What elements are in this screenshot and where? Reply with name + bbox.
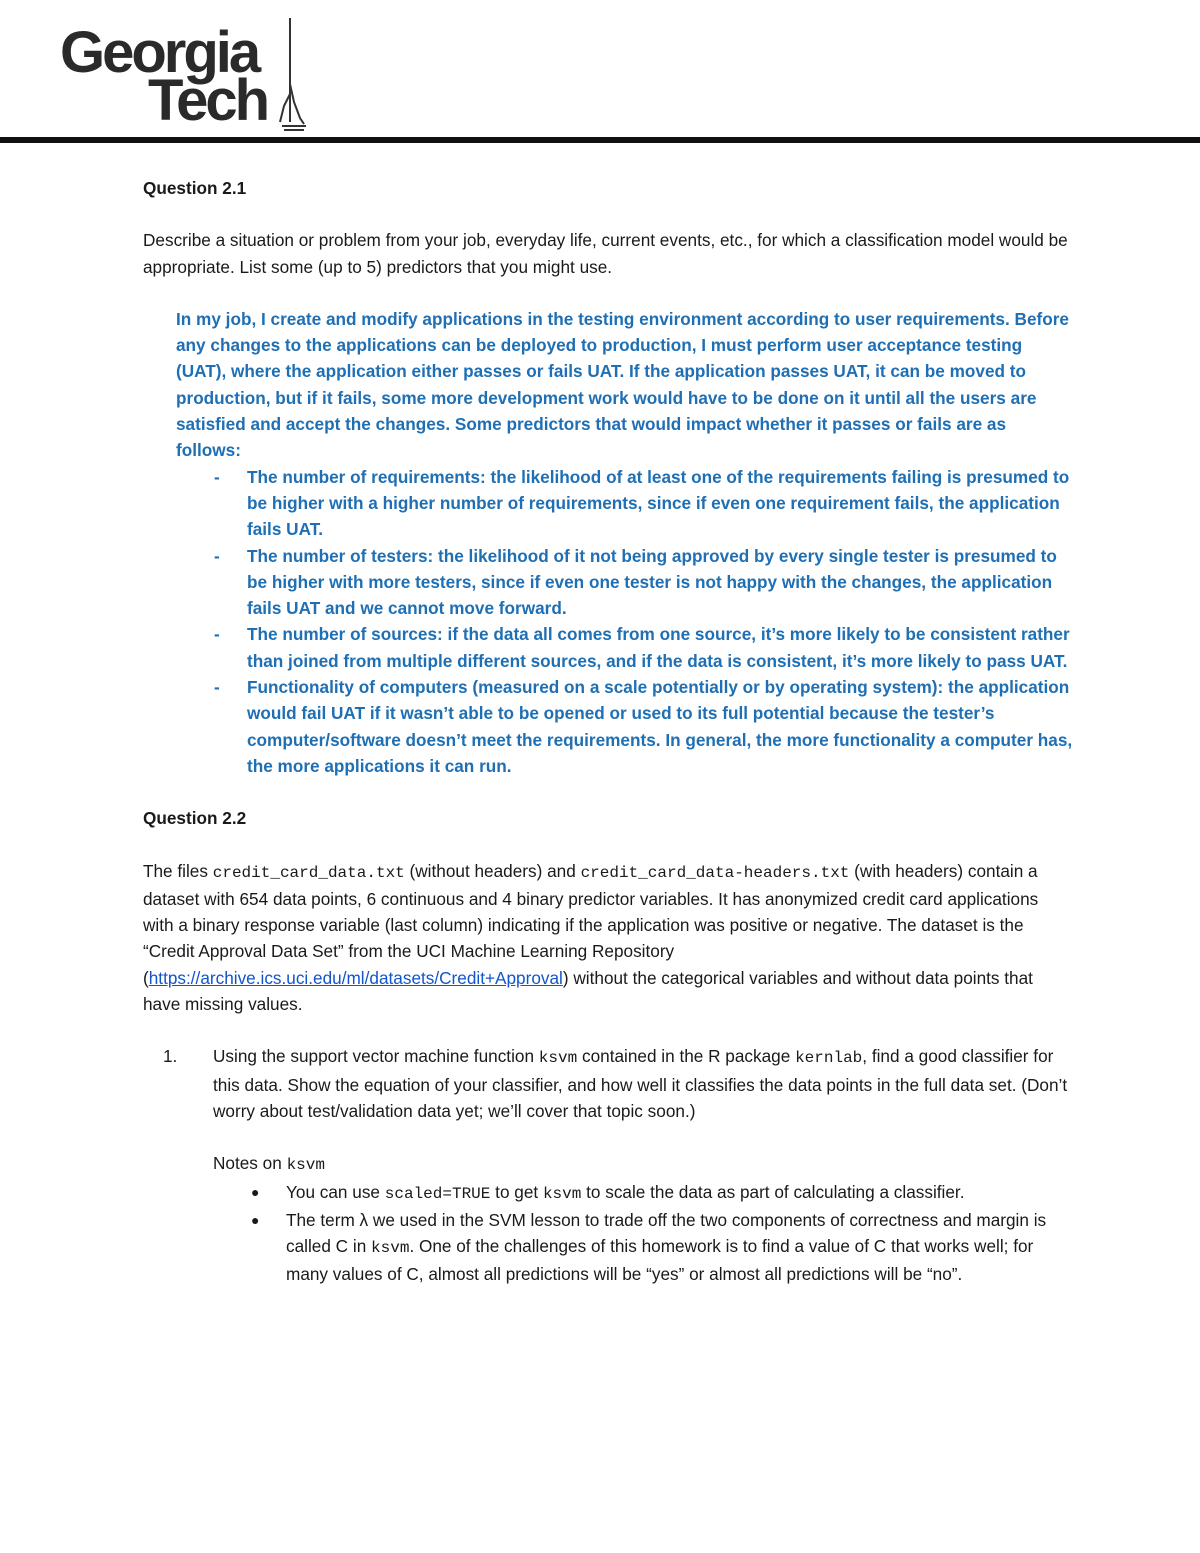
notes-heading: Notes on ksvm <box>213 1153 325 1175</box>
question-2-2-description: The files credit_card_data.txt (without headers) and credit_card_data-headers.txt (with headers) contain a dataset with 654 data points, 6 continuous and 4 binary predictor variables. It has anonymized credit card applications with a binary response variable (last column) indicating if the application was positive or negative. The dataset is the “Credit Approval Data Set” from the UCI Machine Learning Repository (https://archive.ics.uci.edu/ml/datasets/Credit+Approval) without the categorical variables and without data points that have missing values. <box>143 860 1039 1015</box>
task-item: 1. Using the support vector machine function ksvm contained in the R package kernlab, find a good classifier for this data. Show the equation of your classifier, and how well it classifies the data points in the full data set. (Don’t worry about test/validation data yet; we’ll cover that topic soon.) <box>163 1046 1068 1121</box>
file-name: credit_card_data.txt <box>212 863 405 882</box>
logo-word-georgia: Georgia <box>60 20 259 85</box>
list-item: ● You can use scaled=TRUE to get ksvm to scale the data as part of calculating a classifier. <box>143 1179 1073 1207</box>
question-2-1-title: Question 2.1 <box>143 178 247 198</box>
logo-word-tech: Tech <box>148 68 268 133</box>
georgia-tech-logo <box>58 14 328 132</box>
list-item: ● The term λ we used in the SVM lesson to trade off the two components of correctness and margin is called C in ksvm. One of the challenges of this homework is to find a value of C that works well; for many values of C, almost all predictions will be “yes” or almost all predictions will be “no”. <box>143 1207 1073 1288</box>
predictor-list <box>176 464 1073 780</box>
list-item: - The number of sources: if the data all comes from one source, it’s more likely to be consistent rather than joined from multiple different sources, and if the data is consistent, it’s more likely to pass UAT. <box>214 624 1070 671</box>
list-item: - The number of requirements: the likelihood of at least one of the requirements failing is presumed to be higher with a higher number of requirements, since if even one requirement fails, the application fails UAT. <box>214 466 1070 540</box>
page-header <box>0 0 1200 150</box>
question-2-2-title: Question 2.2 <box>143 808 247 829</box>
answer-intro: In my job, I create and modify applications in the testing environment according to user requirements. Before any changes to the applications can be deployed to production, I must perform user acceptance testing (UAT), where the application either passes or fails UAT. If the application passes UAT, it can be moved to production, but if it fails, some more development work would have to be done on it until all the users are satisfied and accept the changes. Some predictors that would impact whether it passes or fails are as follows: <box>176 308 1069 461</box>
uci-dataset-link[interactable]: https://archive.ics.uci.edu/ml/datasets/Credit+Approval <box>148 967 563 988</box>
bullet-icon: ● <box>251 1211 260 1228</box>
notes-list <box>143 1179 1073 1288</box>
list-item: - The number of testers: the likelihood of it not being approved by every single tester is presumed to be higher with more testers, since if even one tester is not happy with the changes, the application fails UAT and we cannot move forward. <box>214 545 1057 619</box>
question-2-1-answer <box>176 306 1073 779</box>
file-name: credit_card_data-headers.txt <box>580 863 850 882</box>
task-list <box>143 1043 1073 1124</box>
header-rule <box>0 137 1200 143</box>
question-2-1-prompt: Describe a situation or problem from your job, everyday life, current events, etc., for which a classification model would be appropriate. List some (up to 5) predictors that you might use. <box>143 230 1068 277</box>
tech-tower-icon <box>278 14 318 132</box>
document-body <box>143 175 1073 1288</box>
bullet-icon: ● <box>251 1183 260 1200</box>
list-item: - Functionality of computers (measured on a scale potentially or by operating system): the application would fail UAT if it wasn’t able to be opened or used to its full potential because the tester’s computer/software doesn’t meet the requirements. In general, the more functionality a computer has, the more applications it can run. <box>214 677 1073 776</box>
